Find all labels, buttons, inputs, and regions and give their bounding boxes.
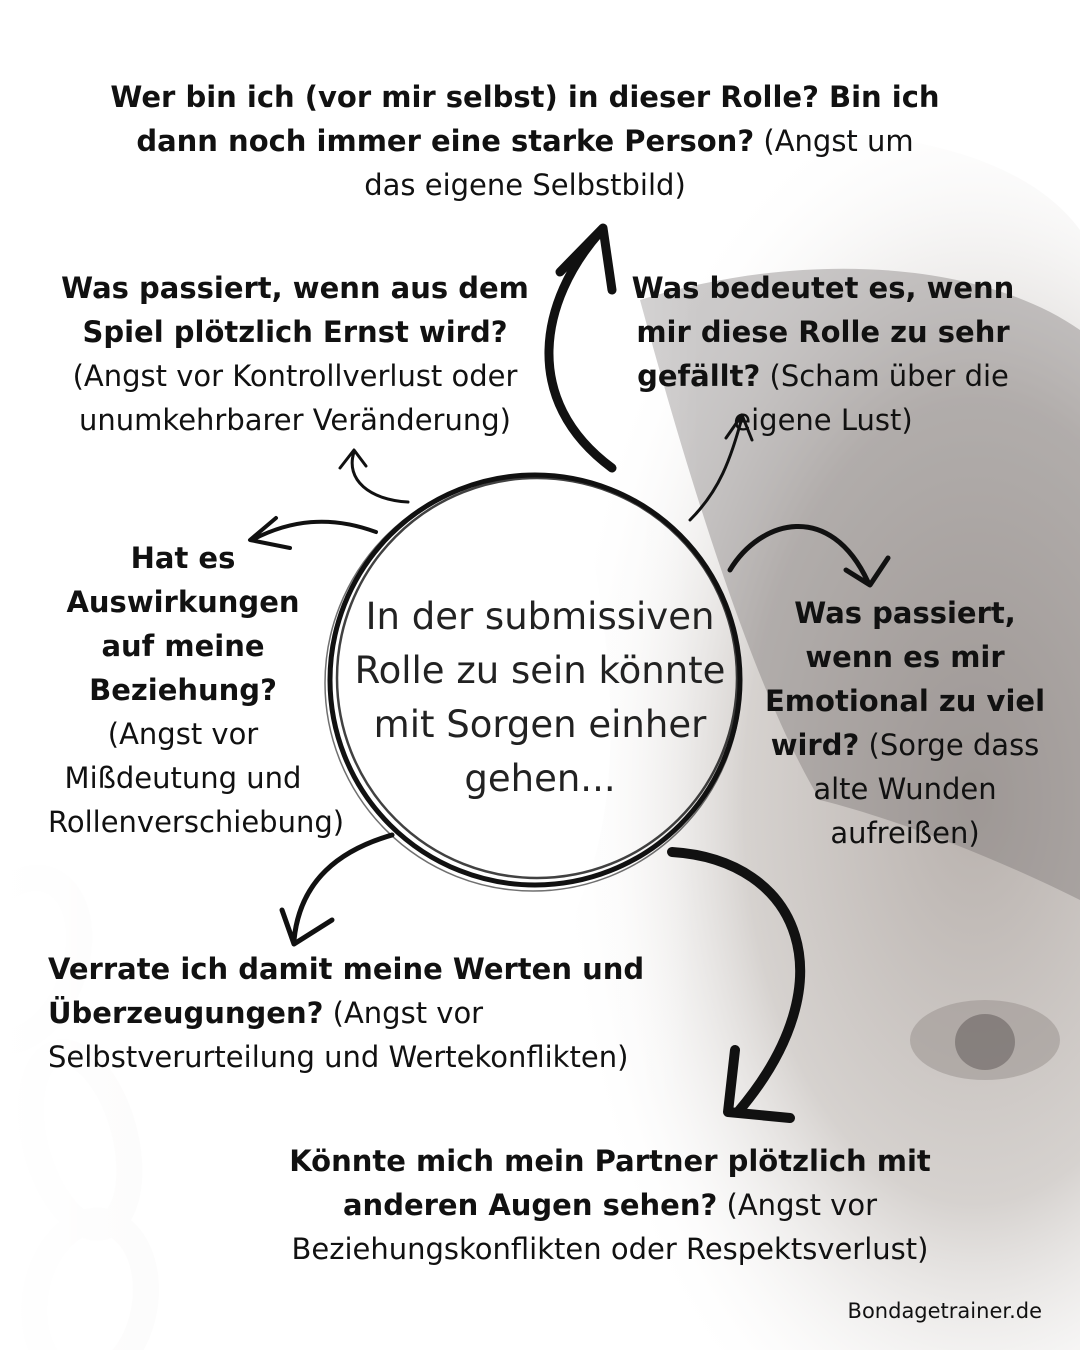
center-statement: In der submissiven Rolle zu sein könnte mit Sorgen einher gehen... [354, 595, 726, 800]
question-shame-note: (Scham über die eigene Lust) [733, 359, 1009, 437]
question-self-image-note: (Angst um das eigene Selbstbild) [364, 124, 914, 202]
question-control-loss-title: Was passiert, wenn aus dem Spiel plötzlich Ernst wird? [61, 271, 529, 349]
question-self-image-title: Wer bin ich (vor mir selbst) in dieser Rolle? Bin ich dann noch immer eine starke Person? [110, 80, 940, 158]
question-emotional-note: (Sorge dass alte Wunden aufreißen) [813, 728, 1040, 850]
question-shame-title: Was bedeutet es, wenn mir diese Rolle zu sehr gefällt? [631, 271, 1015, 393]
question-values-note: (Angst vor Selbstverurteilung und Wertekonflikten) [48, 996, 629, 1074]
question-self-image [110, 75, 940, 207]
brand-footer: Bondagetrainer.de [847, 1299, 1042, 1323]
question-values [48, 947, 688, 1079]
question-partner-view [225, 1139, 995, 1271]
question-control-loss-note: (Angst vor Kontrollverlust oder unumkehrbarer Veränderung) [72, 359, 518, 437]
question-relationship [48, 536, 345, 844]
question-emotional [765, 591, 1045, 855]
question-partner-view-title: Könnte mich mein Partner plötzlich mit anderen Augen sehen? [289, 1144, 931, 1222]
question-emotional-title: Was passiert, wenn es mir Emotional zu viel wird? [765, 596, 1046, 762]
question-control-loss [50, 266, 540, 442]
question-shame [608, 266, 1038, 442]
question-relationship-note: (Angst vor Mißdeutung und Rollenverschiebung) [48, 717, 345, 839]
question-partner-view-note: (Angst vor Beziehungskonflikten oder Respektsverlust) [291, 1188, 929, 1266]
question-values-title: Verrate ich damit meine Werten und Überzeugungen? [48, 952, 645, 1030]
question-relationship-title: Hat es Auswirkungen auf meine Beziehung? [66, 541, 300, 707]
